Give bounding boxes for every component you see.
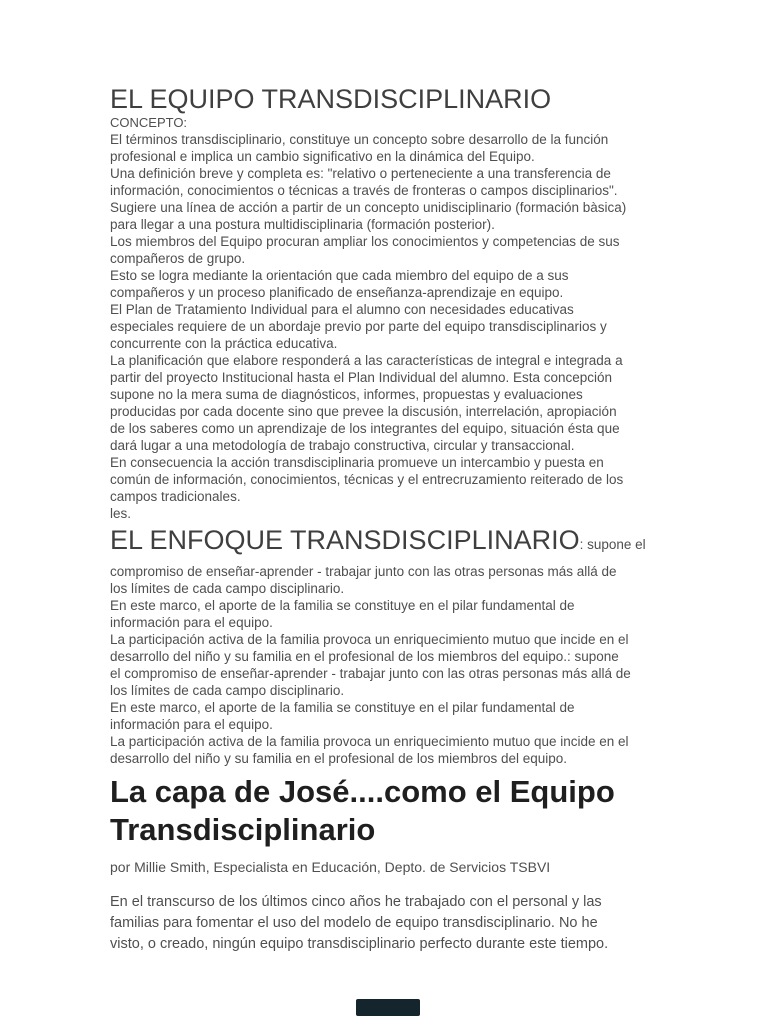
text-line: familias para fomentar el uso del modelo de equipo transdisciplinario. No he <box>110 915 598 931</box>
text-line: los límites de cada campo disciplinario. <box>110 581 345 596</box>
text-line: los límites de cada campo disciplinario. <box>110 683 345 698</box>
paragraph-enfoque <box>110 563 666 767</box>
text-line: campos tradicionales. <box>110 489 241 504</box>
text-line: Sugiere una línea de acción a partir de un concepto unidisciplinario (formación bàsica) <box>110 200 627 215</box>
text-line: el compromiso de enseñar-aprender - trabajar junto con las otras personas más allá de <box>110 666 631 681</box>
text-line: La planificación que elabore responderá a las características de integral e integrada a <box>110 353 623 368</box>
scribd-logo[interactable] <box>356 999 420 1016</box>
text-line: Esto se logra mediante la orientación que cada miembro del equipo de a sus <box>110 268 569 283</box>
text-line: información para el equipo. <box>110 615 273 630</box>
text-line: para llegar a una postura multidisciplinaria (formación posterior). <box>110 217 495 232</box>
text-line: especiales requiere de un abordaje previo por parte del equipo transdisciplinarios y <box>110 319 607 334</box>
text-line: les. <box>110 506 132 521</box>
text-line: La participación activa de la familia provoca un enriquecimiento mutuo que incide en el <box>110 734 629 749</box>
text-line: común de información, conocimientos, técnicas y el entrecruzamiento reiterado de los <box>110 472 624 487</box>
text-line: Transdisciplinario <box>110 812 376 847</box>
text-line: compañeros y un proceso planificado de enseñanza-aprendizaje en equipo. <box>110 285 564 300</box>
section-heading-enfoque-text: EL ENFOQUE TRANSDISCIPLINARIO <box>110 525 580 555</box>
text-line: El Plan de Tratamiento Individual para el alumno con necesidades educativas <box>110 302 574 317</box>
text-line: En el transcurso de los últimos cinco años he trabajado con el personal y las <box>110 894 602 910</box>
text-line: La capa de José....como el Equipo <box>110 774 615 809</box>
text-line: dará lugar a una metodología de trabajo constructiva, circular y transaccional. <box>110 438 575 453</box>
text-line: compañeros de grupo. <box>110 251 246 266</box>
section-heading-enfoque-suffix: : supone el <box>579 537 646 552</box>
text-line: compromiso de enseñar-aprender - trabajar junto con las otras personas más allá de <box>110 564 617 579</box>
document-title: EL EQUIPO TRANSDISCIPLINARIO <box>110 84 552 114</box>
byline: por Millie Smith, Especialista en Educación, Depto. de Servicios TSBVI <box>110 859 551 875</box>
section-heading-enfoque <box>110 522 666 563</box>
article-title-la-capa-de-jose <box>110 773 666 849</box>
text-line: supone no la mera suma de diagnósticos, informes, propuestas y evaluaciones <box>110 387 583 402</box>
text-line: desarrollo del niño y su familia en el profesional de los miembros del equipo.: supone <box>110 649 619 664</box>
text-line: visto, o creado, ningún equipo transdisciplinario perfecto durante este tiempo. <box>110 936 609 952</box>
text-line: concurrente con la práctica educativa. <box>110 336 338 351</box>
text-line: En este marco, el aporte de la familia se constituye en el pilar fundamental de <box>110 700 575 715</box>
text-line: Los miembros del Equipo procuran ampliar los conocimientos y competencias de sus <box>110 234 620 249</box>
text-line: profesional e implica un cambio significativo en la dinámica del Equipo. <box>110 149 535 164</box>
text-line: partir del proyecto Institucional hasta el Plan Individual del alumno. Esta concepción <box>110 370 613 385</box>
text-line: de los saberes como un aprendizaje de los integrantes del equipo, situación ésta que <box>110 421 620 436</box>
document-content <box>110 84 666 955</box>
text-line: Una definición breve y completa es: "relativo o perteneciente a una transferencia de <box>110 166 611 181</box>
paragraph-intro <box>110 892 666 955</box>
text-line: El términos transdisciplinario, constituye un concepto sobre desarrollo de la función <box>110 132 609 147</box>
text-line: En este marco, el aporte de la familia se constituye en el pilar fundamental de <box>110 598 575 613</box>
text-line: La participación activa de la familia provoca un enriquecimiento mutuo que incide en el <box>110 632 629 647</box>
text-line: En consecuencia la acción transdisciplinaria promueve un intercambio y puesta en <box>110 455 604 470</box>
paragraph-concepto <box>110 131 666 522</box>
text-line: producidas por cada docente sino que prevee la discusión, interrelación, apropiación <box>110 404 617 419</box>
text-line: información para el equipo. <box>110 717 273 732</box>
concepto-label: CONCEPTO: <box>110 115 188 130</box>
text-line: información, conocimientos o técnicas a través de fronteras o campos disciplinarios". <box>110 183 618 198</box>
text-line: desarrollo del niño y su familia en el profesional de los miembros del equipo. <box>110 751 568 766</box>
